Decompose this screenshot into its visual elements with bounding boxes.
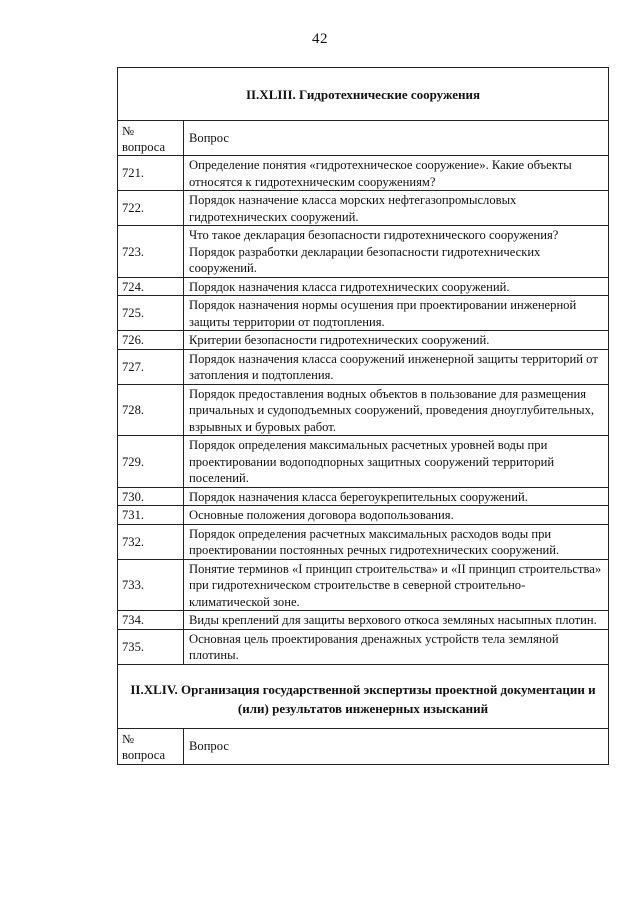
table-row	[118, 506, 608, 525]
question-text: Основные положения договора водопользования.	[184, 506, 609, 525]
table-row	[118, 524, 608, 559]
question-text: Порядок назначения класса сооружений инженерной защиты территорий от затопления и подтопления.	[184, 349, 609, 384]
question-text: Порядок определения максимальных расчетных уровней воды при проектировании водоподпорных защитных сооружений территорий поселений.	[184, 436, 609, 488]
question-number: 731.	[118, 506, 184, 525]
header-question: Вопрос	[184, 729, 609, 764]
question-text: Критерии безопасности гидротехнических сооружений.	[184, 331, 609, 350]
question-number: 725.	[118, 296, 184, 331]
question-number: 723.	[118, 226, 184, 278]
question-number: 728.	[118, 384, 184, 436]
header-num	[118, 729, 184, 764]
table-row	[118, 226, 608, 278]
question-number: 730.	[118, 487, 184, 506]
question-text: Понятие терминов «I принцип строительства» и «II принцип строительства» при гидротехническом строительстве в северной строительно-климатической зоне.	[184, 559, 609, 611]
table-row	[118, 191, 608, 226]
question-number: 727.	[118, 349, 184, 384]
table-row	[118, 296, 608, 331]
question-number: 729.	[118, 436, 184, 488]
table-row	[118, 277, 608, 296]
header-num	[118, 121, 184, 156]
section-title-line1: II.XLIV. Организация государственной экспертизы проектной документации и	[130, 681, 596, 697]
table-header-row	[118, 121, 608, 156]
header-question: Вопрос	[184, 121, 609, 156]
section-title: II.XLIII. Гидротехнические сооружения	[118, 68, 608, 121]
question-number: 724.	[118, 277, 184, 296]
question-number: 734.	[118, 611, 184, 630]
table-header-row	[118, 729, 608, 764]
question-text: Порядок назначения класса гидротехнических сооружений.	[184, 277, 609, 296]
question-text: Определение понятия «гидротехническое сооружение». Какие объекты относятся к гидротехническим сооружениям?	[184, 156, 609, 191]
table-row	[118, 384, 608, 436]
section-title-line2: (или) результатов инженерных изысканий	[237, 700, 489, 716]
question-number: 722.	[118, 191, 184, 226]
table-row	[118, 611, 608, 630]
header-num-label: № вопроса	[122, 123, 166, 154]
question-text: Порядок назначение класса морских нефтегазопромысловых гидротехнических сооружений.	[184, 191, 609, 226]
question-text: Порядок определения расчетных максимальных расходов воды при проектировании постоянных речных гидротехнических сооружений.	[184, 524, 609, 559]
question-text: Виды креплений для защиты верхового откоса земляных насыпных плотин.	[184, 611, 609, 630]
page-number: 42	[312, 31, 328, 47]
table-row	[118, 436, 608, 488]
question-text: Порядок предоставления водных объектов в пользование для размещения причальных и судоподъемных сооружений, проведения дноуглубительных, взрывных и буровых работ.	[184, 384, 609, 436]
question-number: 733.	[118, 559, 184, 611]
question-number: 726.	[118, 331, 184, 350]
question-number: 735.	[118, 629, 184, 664]
question-text: Порядок назначения нормы осушения при проектировании инженерной защиты территории от подтопления.	[184, 296, 609, 331]
questions-table	[118, 121, 608, 664]
table-row	[118, 629, 608, 664]
question-number: 732.	[118, 524, 184, 559]
table-row	[118, 349, 608, 384]
question-text: Основная цель проектирования дренажных устройств тела земляной плотины.	[184, 629, 609, 664]
question-text: Порядок назначения класса берегоукрепительных сооружений.	[184, 487, 609, 506]
document-table	[117, 67, 609, 765]
table-row	[118, 559, 608, 611]
header-num-label: № вопроса	[122, 731, 166, 762]
table-row	[118, 487, 608, 506]
question-number: 721.	[118, 156, 184, 191]
table-row	[118, 331, 608, 350]
question-text: Что такое декларация безопасности гидротехнического сооружения? Порядок разработки декларации безопасности гидротехнических сооружений.	[184, 226, 609, 278]
table-row	[118, 156, 608, 191]
section-title-2	[118, 664, 608, 729]
questions-table-2	[118, 729, 608, 764]
